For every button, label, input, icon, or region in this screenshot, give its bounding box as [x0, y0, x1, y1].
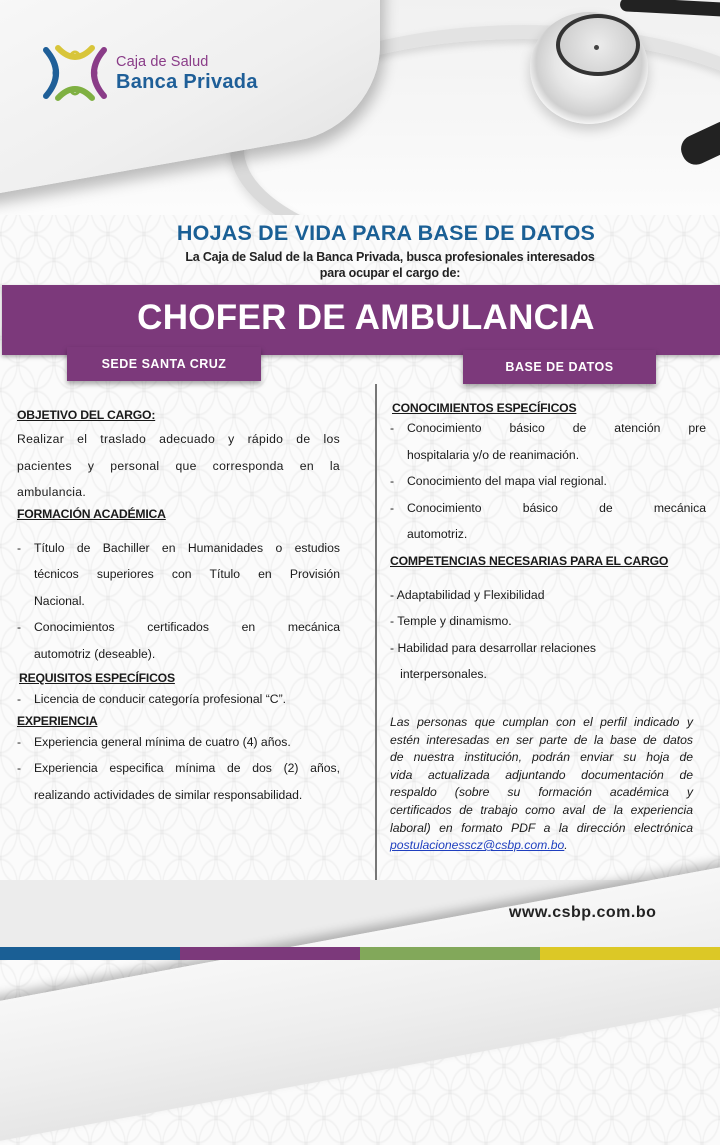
list-item: [390, 495, 706, 548]
list-item: [390, 468, 706, 495]
job-title: CHOFER DE AMBULANCIA: [137, 298, 595, 337]
intro-line-1: La Caja de Salud de la Banca Privada, busca profesionales interesados: [185, 250, 595, 264]
section-heading-formacion: FORMACIÓN ACADÉMICA: [17, 506, 166, 521]
application-email-link[interactable]: postulacionesscz@csbp.com.bo: [390, 838, 565, 853]
bullet-dash: -: [390, 474, 395, 488]
job-title-banner: [2, 285, 720, 355]
brand-color-bar: [0, 947, 720, 960]
page-title: HOJAS DE VIDA PARA BASE DE DATOS: [176, 221, 596, 245]
list-item-line: hospitalaria y/o de reanimación.: [407, 447, 580, 462]
list-item: [17, 614, 340, 667]
objetivo-line: pacientes y personal que corresponda en la: [17, 458, 340, 473]
color-bar-purple: [180, 947, 360, 960]
bullet-dash: -: [17, 761, 22, 775]
objetivo-line: ambulancia.: [17, 485, 87, 499]
instructions-line: certificados de trabajo como aval de la experiencia: [390, 802, 693, 817]
list-item-line: Conocimiento del mapa vial regional.: [407, 474, 607, 488]
left-column: [17, 408, 340, 808]
conocimientos-list: [390, 415, 706, 548]
color-bar-green: [360, 947, 540, 960]
instructions-line: Las personas que cumplan con el perfil indicado y: [390, 715, 693, 729]
bullet-dash: -: [390, 421, 395, 435]
section-heading-objetivo: OBJETIVO DEL CARGO:: [17, 408, 156, 422]
list-item: [17, 535, 340, 615]
section-heading-conocimientos: CONOCIMIENTOS ESPECÍFICOS: [392, 401, 577, 415]
requisitos-list: [17, 686, 340, 713]
list-item-line: técnicos superiores con Título en Provisión: [34, 567, 340, 581]
list-item-line: Conocimiento básico de atención pre: [407, 421, 706, 435]
list-item-line: Conocimiento básico de mecánica: [407, 500, 706, 515]
list-item: - Adaptabilidad y Flexibilidad: [390, 587, 545, 602]
list-item: interpersonales.: [390, 667, 487, 681]
color-bar-yellow: [540, 947, 720, 960]
list-item-line: Nacional.: [34, 593, 85, 608]
list-item-line: Licencia de conducir categoría profesional “C”.: [34, 692, 287, 706]
logo-line2: Banca Privada: [116, 71, 258, 93]
bullet-dash: -: [17, 620, 22, 634]
email-suffix: .: [564, 838, 568, 853]
brand-logo: [40, 38, 280, 108]
section-heading-experiencia: EXPERIENCIA: [17, 713, 98, 728]
list-item-line: automotriz (deseable).: [34, 646, 156, 661]
list-item: - Temple y dinamismo.: [390, 614, 512, 628]
application-instructions: [390, 714, 693, 855]
formacion-list: [17, 535, 340, 668]
instructions-line: respaldo (sobre su formación académica y: [390, 785, 693, 800]
instructions-line: vida actualizada adjuntando documentación de: [390, 767, 693, 782]
list-item-line: realizando actividades de similar responsabilidad.: [34, 787, 303, 802]
database-tab: BASE DE DATOS: [463, 350, 656, 384]
bullet-dash: -: [17, 692, 22, 706]
list-item-line: Título de Bachiller en Humanidades o estudios: [34, 540, 340, 555]
list-item-line: Conocimientos certificados en mecánica: [34, 620, 340, 634]
section-heading-competencias: COMPETENCIAS NECESARIAS PARA EL CARGO: [390, 553, 669, 568]
instructions-line: estén interesadas en ser parte de la base de datos: [390, 732, 693, 747]
stethoscope-earpiece: [620, 0, 720, 17]
list-item: [17, 755, 340, 808]
list-item: [17, 686, 340, 713]
logo-figures-icon: [40, 38, 110, 108]
list-item: [390, 415, 706, 468]
intro-text: [120, 249, 660, 281]
logo-line1: Caja de Salud: [116, 54, 209, 70]
list-item-line: Experiencia especifica mínima de dos (2) años,: [34, 761, 340, 775]
section-heading-requisitos: REQUISITOS ESPECÍFICOS: [19, 671, 175, 685]
list-item-line: Experiencia general mínima de cuatro (4) años.: [34, 734, 291, 749]
list-item: [17, 729, 340, 756]
experiencia-list: [17, 729, 340, 809]
bullet-dash: -: [17, 540, 22, 555]
intro-line-2: para ocupar el cargo de:: [319, 266, 461, 280]
bullet-dash: -: [390, 500, 395, 515]
objetivo-line: Realizar el traslado adecuado y rápido de los: [17, 432, 340, 446]
competencias-list: [390, 582, 706, 688]
list-item: - Habilidad para desarrollar relaciones: [390, 640, 596, 655]
location-tab: SEDE SANTA CRUZ: [67, 347, 261, 381]
color-bar-blue: [0, 947, 180, 960]
column-divider: [375, 384, 377, 889]
website-link[interactable]: www.csbp.com.bo: [509, 904, 657, 921]
right-column: [390, 401, 706, 688]
bullet-dash: -: [17, 734, 22, 749]
list-item-line: automotriz.: [407, 527, 468, 541]
instructions-line: de nuestra institución, podrán enviar su hoja de: [390, 750, 693, 765]
objetivo-text: [17, 426, 340, 506]
stethoscope-center-dot: [594, 45, 599, 50]
instructions-line: laboral) en formato PDF a la dirección electrónica: [390, 820, 693, 835]
